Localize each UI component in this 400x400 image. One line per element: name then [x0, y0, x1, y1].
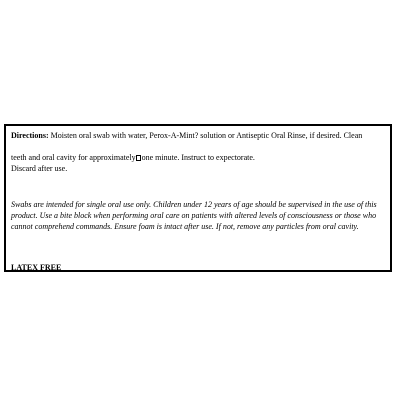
directions-line-2-end: one minute. Instruct to expectorate. — [141, 153, 255, 163]
directions-line-2 — [11, 152, 386, 163]
warning-text: Swabs are intended for single oral use only. Children under 12 years of age should be supervised in the use of this product. Use a bite block when performing oral care on patients with altered levels of consciousness or those who cannot comprehend commands. Ensure foam is intact after use. If not, remove any particles from oral cavity. — [11, 200, 377, 232]
directions-paragraph — [11, 130, 386, 175]
missing-glyph-box-icon — [136, 155, 141, 161]
directions-heading: Directions: — [11, 131, 49, 140]
directions-line-2-start: teeth and oral cavity for approximately — [11, 153, 136, 163]
latex-free-label: LATEX FREE — [11, 263, 62, 272]
product-label-panel — [4, 124, 392, 272]
directions-line-1: Moisten oral swab with water, Perox-A-Mint? solution or Antiseptic Oral Rinse, if desired. Clean — [48, 131, 363, 140]
directions-line-3: Discard after use. — [11, 164, 68, 174]
